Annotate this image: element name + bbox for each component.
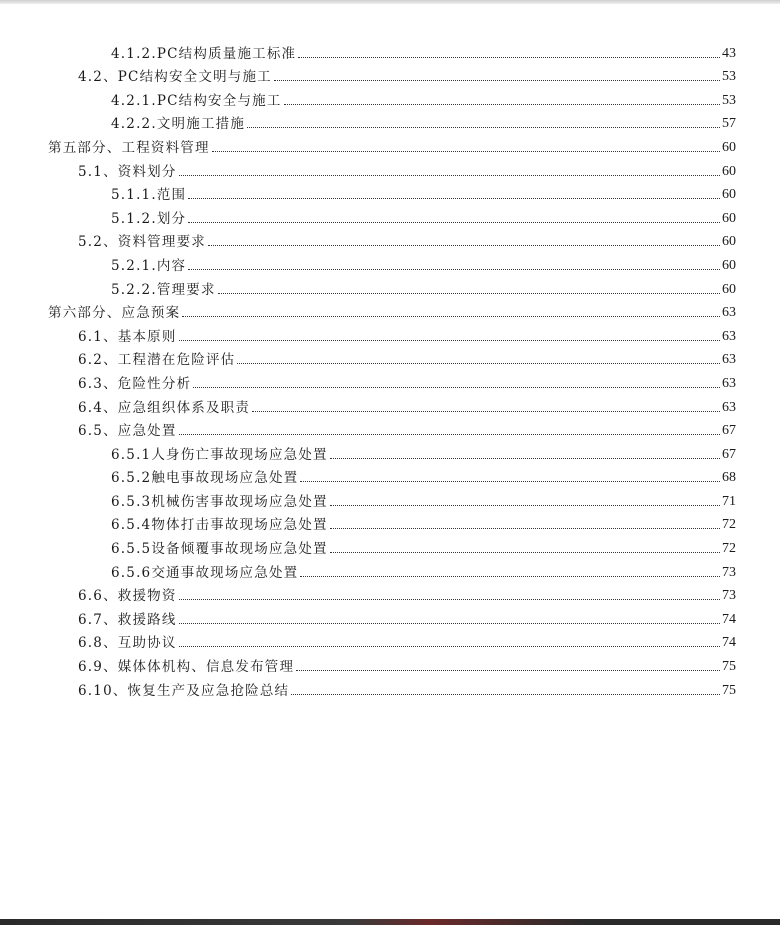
toc-entry-label: 4.2、PC结构安全文明与施工 [78,69,272,86]
toc-entry-label: 5.1.1.范围 [111,187,187,204]
toc-dot-leader [274,80,720,81]
toc-entry-label: 第六部分、应急预案 [48,305,181,322]
toc-entry-page-number: 68 [722,470,736,486]
toc-entry-label: 5.1.2.划分 [111,210,187,227]
toc-dot-leader [218,293,720,294]
toc-entry[interactable] [0,581,736,605]
toc-entry[interactable] [0,628,736,652]
toc-dot-leader [291,694,720,695]
toc-entry[interactable] [0,109,736,133]
toc-entry-page-number: 74 [722,635,736,651]
toc-entry[interactable] [0,392,736,416]
toc-entry[interactable] [0,250,736,274]
toc-entry[interactable] [0,85,736,109]
toc-entry-page-number: 53 [722,92,736,108]
top-border [0,0,780,4]
toc-entry[interactable] [0,203,736,227]
toc-dot-leader [300,576,720,577]
toc-entry[interactable] [0,533,736,557]
toc-entry-label: 第五部分、工程资料管理 [48,139,210,156]
toc-entry[interactable] [0,274,736,298]
toc-entry[interactable] [0,463,736,487]
toc-entry-label: 5.1、资料划分 [78,163,177,180]
toc-entry-page-number: 53 [722,69,736,85]
toc-entry[interactable] [0,321,736,345]
toc-entry-label: 6.7、救援路线 [78,611,177,628]
toc-entry-page-number: 57 [722,116,736,132]
toc-entry-page-number: 72 [722,541,736,557]
toc-entry-page-number: 71 [722,493,736,509]
toc-entry-page-number: 63 [722,352,736,368]
toc-dot-leader [182,316,720,317]
toc-dot-leader [179,623,720,624]
toc-dot-leader [237,363,720,364]
toc-dot-leader [298,57,720,58]
toc-dot-leader [179,434,720,435]
toc-entry-page-number: 60 [722,281,736,297]
toc-entry-page-number: 75 [722,659,736,675]
toc-entry-page-number: 60 [722,257,736,273]
toc-entry-page-number: 63 [722,399,736,415]
toc-entry[interactable] [0,439,736,463]
toc-entry[interactable] [0,557,736,581]
toc-entry-label: 6.8、互助协议 [78,635,177,652]
toc-dot-leader [193,387,720,388]
toc-entry-label: 6.5.2触电事故现场应急处置 [111,470,299,487]
toc-entry[interactable] [0,180,736,204]
toc-entry[interactable] [0,298,736,322]
toc-entry-label: 6.10、恢复生产及应急抢险总结 [78,682,290,699]
toc-entry-label: 5.2、资料管理要求 [78,234,206,251]
toc-entry-label: 5.2.2.管理要求 [111,281,216,298]
toc-entry-page-number: 60 [722,210,736,226]
toc-entry-page-number: 72 [722,517,736,533]
toc-entry-page-number: 60 [722,139,736,155]
toc-dot-leader [179,599,720,600]
toc-dot-leader [188,222,720,223]
toc-dot-leader [247,127,720,128]
toc-entry-page-number: 63 [722,328,736,344]
toc-entry-label: 4.1.2.PC结构质量施工标准 [111,45,297,62]
toc-entry-page-number: 67 [722,423,736,439]
toc-dot-leader [330,458,720,459]
bottom-border [0,919,780,925]
toc-entry-label: 5.2.1.内容 [111,257,187,274]
toc-dot-leader [330,552,720,553]
toc-entry-label: 6.5.4物体打击事故现场应急处置 [111,517,328,534]
toc-entry-page-number: 60 [722,234,736,250]
toc-entry-label: 6.5、应急处置 [78,423,177,440]
toc-entry-page-number: 60 [722,187,736,203]
toc-entry[interactable] [0,510,736,534]
toc-entry-label: 6.6、救援物资 [78,588,177,605]
toc-dot-leader [296,670,720,671]
toc-entry-label: 6.5.3机械伤害事故现场应急处置 [111,493,328,510]
table-of-contents [0,38,780,699]
toc-entry-label: 6.9、媒体体机构、信息发布管理 [78,659,295,676]
toc-entry-page-number: 60 [722,163,736,179]
toc-entry-page-number: 73 [722,564,736,580]
toc-entry-page-number: 67 [722,446,736,462]
toc-dot-leader [179,175,720,176]
toc-entry[interactable] [0,132,736,156]
toc-entry[interactable] [0,604,736,628]
toc-dot-leader [179,646,720,647]
toc-entry[interactable] [0,416,736,440]
toc-dot-leader [212,151,720,152]
toc-entry[interactable] [0,368,736,392]
toc-entry[interactable] [0,38,736,62]
toc-entry-label: 6.1、基本原则 [78,328,177,345]
toc-dot-leader [300,481,720,482]
toc-dot-leader [330,505,720,506]
toc-entry-page-number: 75 [722,682,736,698]
toc-entry[interactable] [0,675,736,699]
toc-dot-leader [188,269,720,270]
toc-entry-page-number: 63 [722,305,736,321]
toc-entry-page-number: 74 [722,611,736,627]
toc-dot-leader [284,104,720,105]
toc-entry-page-number: 73 [722,588,736,604]
toc-entry[interactable] [0,651,736,675]
toc-entry-label: 6.5.5设备倾覆事故现场应急处置 [111,541,328,558]
toc-dot-leader [252,411,720,412]
toc-dot-leader [188,198,720,199]
toc-entry-page-number: 63 [722,375,736,391]
toc-entry-label: 4.2.1.PC结构安全与施工 [111,92,282,109]
toc-entry-page-number: 43 [722,45,736,61]
toc-entry-label: 6.4、应急组织体系及职责 [78,399,251,416]
toc-entry-label: 6.3、危险性分析 [78,375,192,392]
toc-entry[interactable] [0,227,736,251]
toc-dot-leader [330,528,720,529]
toc-entry-label: 4.2.2.文明施工措施 [111,116,246,133]
toc-dot-leader [208,245,720,246]
toc-entry[interactable] [0,345,736,369]
toc-entry[interactable] [0,156,736,180]
toc-dot-leader [179,340,720,341]
toc-entry-label: 6.2、工程潜在危险评估 [78,352,236,369]
toc-entry[interactable] [0,486,736,510]
toc-entry-label: 6.5.1人身伤亡事故现场应急处置 [111,446,328,463]
toc-entry[interactable] [0,62,736,86]
toc-entry-label: 6.5.6交通事故现场应急处置 [111,564,299,581]
